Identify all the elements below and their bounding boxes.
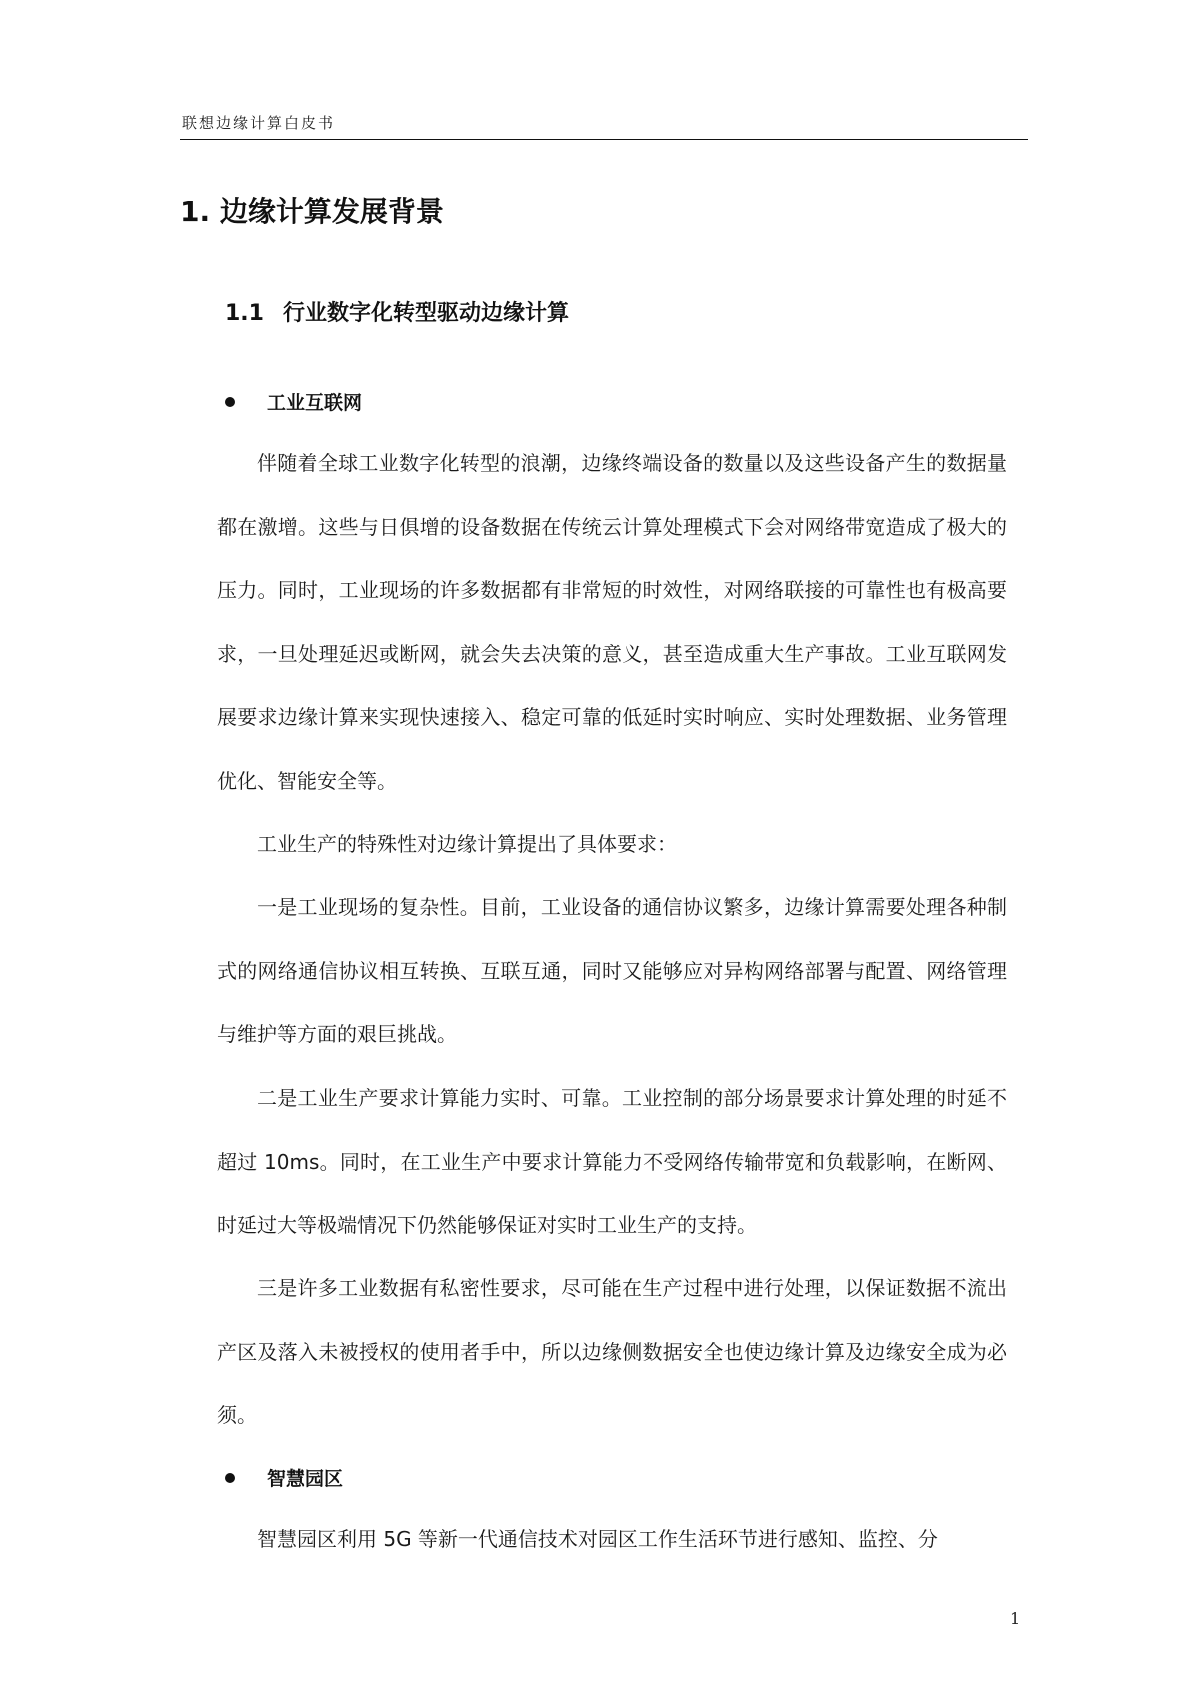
bullet-title: 工业互联网 bbox=[267, 392, 363, 414]
bullet-dot-icon bbox=[225, 1473, 235, 1483]
header-title: 联想边缘计算白皮书 bbox=[182, 114, 336, 132]
bullet-dot-icon bbox=[225, 397, 235, 407]
header-divider bbox=[180, 139, 1028, 140]
paragraph: 二是工业生产要求计算能力实时、可靠。工业控制的部分场景要求计算处理的时延不超过 10ms。同时，在工业生产中要求计算能力不受网络传输带宽和负载影响，在断网、时延过大等极端情况下仍然能够保证对实时工业生产的支持。 bbox=[217, 1086, 1007, 1237]
subsection-title: 行业数字化转型驱动边缘计算 bbox=[283, 301, 570, 326]
paragraph: 一是工业现场的复杂性。目前，工业设备的通信协议繁多，边缘计算需要处理各种制式的网络通信协议相互转换、互联互通，同时又能够应对异构网络部署与配置、网络管理与维护等方面的艰巨挑战。 bbox=[217, 895, 1007, 1046]
paragraph: 伴随着全球工业数字化转型的浪潮，边缘终端设备的数量以及这些设备产生的数据量都在激增。这些与日俱增的设备数据在传统云计算处理模式下会对网络带宽造成了极大的压力。同时，工业现场的许多数据都有非常短的时效性，对网络联接的可靠性也有极高要求，一旦处理延迟或断网，就会失去决策的意义，甚至造成重大生产事故。工业互联网发展要求边缘计算来实现快速接入、稳定可靠的低延时实时响应、实时处理数据、业务管理优化、智能安全等。 bbox=[217, 451, 1007, 793]
page-number: 1 bbox=[1010, 1609, 1021, 1628]
bullet-title: 智慧园区 bbox=[267, 1468, 344, 1490]
subsection-heading bbox=[225, 296, 569, 327]
bullet-smart-park bbox=[225, 1464, 343, 1491]
section-title: 1. 边缘计算发展背景 bbox=[180, 195, 444, 228]
paragraph: 智慧园区利用 5G 等新一代通信技术对园区工作生活环节进行感知、监控、分 bbox=[257, 1527, 938, 1551]
bullet-industrial-internet bbox=[225, 388, 362, 415]
subsection-number: 1.1 bbox=[225, 301, 264, 326]
paragraph: 三是许多工业数据有私密性要求，尽可能在生产过程中进行处理，以保证数据不流出产区及落入未被授权的使用者手中，所以边缘侧数据安全也使边缘计算及边缘安全成为必须。 bbox=[217, 1276, 1007, 1427]
paragraph: 工业生产的特殊性对边缘计算提出了具体要求： bbox=[257, 832, 677, 856]
